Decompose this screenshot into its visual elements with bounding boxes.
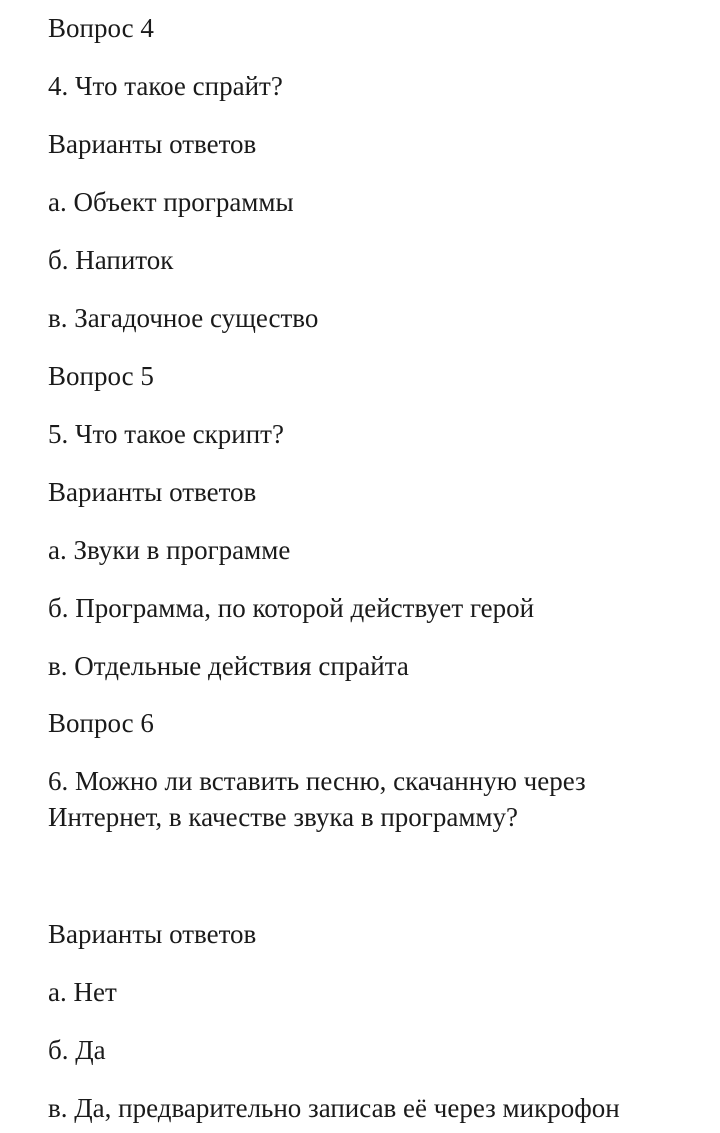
question-6-option-a: а. Нет — [48, 977, 117, 1007]
question-5-heading: Вопрос 5 — [48, 361, 154, 391]
question-4-options-label: Варианты ответов — [48, 129, 257, 159]
question-5-options-label: Варианты ответов — [48, 477, 257, 507]
question-4-option-c: в. Загадочное существо — [48, 303, 319, 333]
question-4-heading: Вопрос 4 — [48, 13, 154, 43]
question-5-text: 5. Что такое скрипт? — [48, 419, 284, 449]
question-4-option-a: а. Объект программы — [48, 187, 294, 217]
question-5-option-c: в. Отдельные действия спрайта — [48, 651, 409, 681]
question-6-options-label: Варианты ответов — [48, 919, 257, 949]
question-6-text: 6. Можно ли вставить песню, скачанную через Интернет, в качестве звука в программу? — [48, 766, 586, 832]
question-6-option-c: в. Да, предварительно записав её через микрофон — [48, 1093, 620, 1123]
question-6-option-b: б. Да — [48, 1035, 106, 1065]
question-6-heading: Вопрос 6 — [48, 708, 154, 738]
question-5-option-b: б. Программа, по которой действует герой — [48, 593, 535, 623]
question-4-text: 4. Что такое спрайт? — [48, 71, 283, 101]
question-4-option-b: б. Напиток — [48, 245, 174, 275]
question-5-option-a: а. Звуки в программе — [48, 535, 291, 565]
